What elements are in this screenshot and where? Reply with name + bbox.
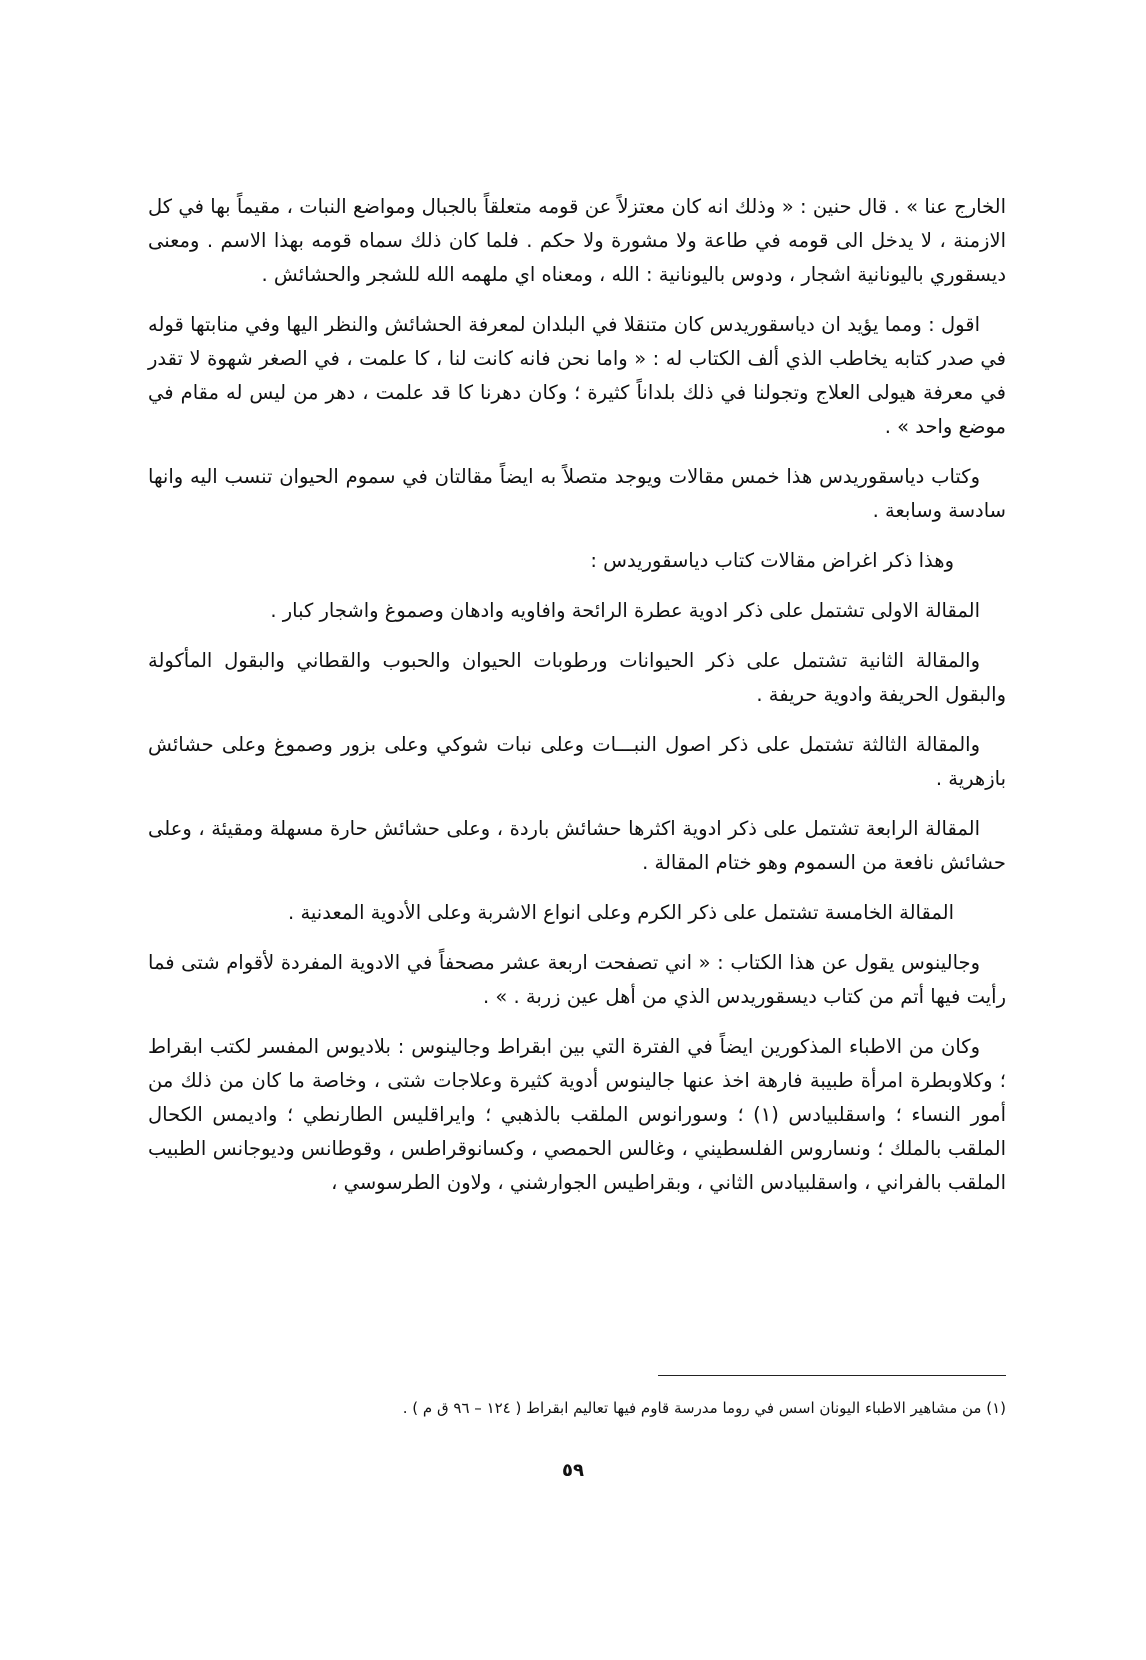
paragraph-aqul: اقول : ومما يؤيد ان دياسقوريدس كان متنقلا في البلدان لمعرفة الحشائش والنظر اليها وفي منابتها قوله في صدر كتابه يخاطب الذي ألف الكتاب له : « واما نحن فانه كانت لنا ، كا علمت ، في الصغر شهوة لا تقدر في معرفة هيولى العلاج وتجولنا في ذلك بلداناً كثيرة ؛ وكان دهرنا كا قد علمت ، دهر من ليس له مقام في موضع واحد » . xyxy=(148,313,1006,438)
main-text xyxy=(148,190,1006,1216)
paragraph-book-four: المقالة الرابعة تشتمل على ذكر ادوية اكثرها حشائش باردة ، وعلى حشائش حارة مسهلة ومقيئة ، وعلى حشائش نافعة من السموم وهو ختام المقالة . xyxy=(148,817,1006,874)
paragraph-book-five: المقالة الخامسة تشتمل على ذكر الكرم وعلى انواع الاشربة وعلى الأدوية المعدنية . xyxy=(288,901,954,924)
paragraph-book-two: والمقالة الثانية تشتمل على ذكر الحيوانات ورطوبات الحيوان والحبوب والقطاني والبقول المأكولة والبقول الحريفة وادوية حريفة . xyxy=(148,649,1006,706)
paragraph-physicians-list: وكان من الاطباء المذكورين ايضاً في الفترة التي بين ابقراط وجالينوس : بلاديوس المفسر لكتب ابقراط ؛ وكلاوبطرة امرأة طبيبة فارهة اخذ عنها جالينوس أدوية كثيرة وعلاجات شتى ، وخاصة ما كان من ذلك من أمور النساء ؛ واسقلبيادس (١) ؛ وسورانوس الملقب بالذهبي ؛ وايراقليس الطارنطي ؛ واديمس الكحال الملقب بالملك ؛ ونساروس الفلسطيني ، وغالس الحمصي ، وكسانوقراطس ، وقوطانس وديوجانس الطبيب الملقب بالفراني ، واسقلبيادس الثاني ، وبقراطيس الجوارشني ، ولاون الطرسوسي ، xyxy=(148,1035,1006,1194)
footnote: (١) من مشاهير الاطباء اليونان اسس في روما مدرسة قاوم فيها تعاليم ابقراط ( ١٢٤ – ٩٦ ق م ) . xyxy=(402,1399,1006,1417)
footnote-divider xyxy=(658,1375,1006,1376)
page-number: ٥٩ xyxy=(562,1460,584,1481)
paragraph-book-one: المقالة الاولى تشتمل على ذكر ادوية عطرة الرائحة وافاويه وادهان وصموغ واشجار كبار . xyxy=(270,599,980,622)
paragraph-hunayn-quote: الخارج عنا » . قال حنين : « وذلك انه كان معتزلاً عن قومه متعلقاً بالجبال ومواضع النبات ، مقيماً بها في كل الازمنة ، لا يدخل الى قومه في طاعة ولا مشورة ولا حكم . فلما كان ذلك سماه قومه بهذا الاسم . ومعنى ديسقوري باليونانية اشجار ، ودوس باليونانية : الله ، ومعناه اي ملهمه الله للشجر والحشائش . xyxy=(148,195,1006,286)
paragraph-books-intro: وهذا ذكر اغراض مقالات كتاب دياسقوريدس : xyxy=(590,549,954,572)
paragraph-galen-quote: وجالينوس يقول عن هذا الكتاب : « اني تصفحت اربعة عشر مصحفاً في الادوية المفردة لأقوام شتى فما رأيت فيها أتم من كتاب ديسقوريدس الذي من أهل عين زربة . » . xyxy=(148,951,1006,1008)
paragraph-five-books: وكتاب دياسقوريدس هذا خمس مقالات ويوجد متصلاً به ايضاً مقالتان في سموم الحيوان تنسب اليه وانها سادسة وسابعة . xyxy=(148,465,1006,522)
paragraph-book-three: والمقالة الثالثة تشتمل على ذكر اصول النبـــات وعلى نبات شوكي وعلى بزور وصموغ وعلى حشائش بازهرية . xyxy=(148,733,1006,790)
